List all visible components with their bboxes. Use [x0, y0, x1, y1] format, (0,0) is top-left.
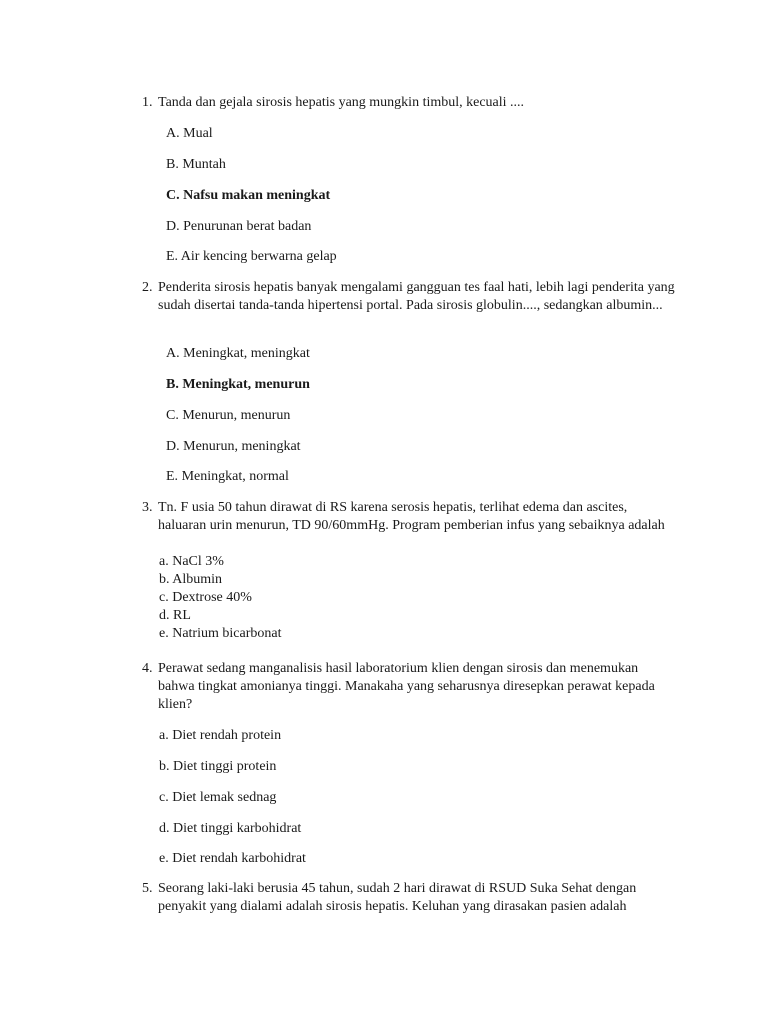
question-number: 4.	[142, 661, 153, 676]
question-3	[0, 499, 768, 535]
option-3e: e. Natrium bicarbonat	[159, 626, 282, 641]
question-2-stem	[0, 279, 678, 315]
option-4e: e. Diet rendah karbohidrat	[159, 851, 306, 866]
option-1c-answer: C. Nafsu makan meningkat	[166, 188, 331, 203]
question-5	[0, 880, 768, 916]
option-3b: b. Albumin	[159, 572, 223, 587]
option-4a: a. Diet rendah protein	[159, 728, 282, 743]
option-1a: A. Mual	[166, 126, 213, 141]
question-text: Perawat sedang manganalisis hasil laboratorium klien dengan sirosis dan menemukan bahwa tingkat amonianya tinggi. Manakaha yang seharusnya diresepkan perawat kepada klien?	[158, 661, 655, 712]
option-4b: b. Diet tinggi protein	[159, 759, 277, 774]
question-4	[0, 660, 768, 714]
question-text: Tn. F usia 50 tahun dirawat di RS karena serosis hepatis, terlihat edema dan ascites, haluaran urin menurun, TD 90/60mmHg. Program pemberian infus yang sebaiknya adalah	[158, 500, 665, 533]
question-1	[0, 94, 768, 112]
question-1-stem	[0, 94, 678, 112]
question-number: 2.	[142, 280, 153, 295]
option-2a: A. Meningkat, meningkat	[166, 346, 310, 361]
question-number: 3.	[142, 500, 153, 515]
question-5-stem	[0, 880, 678, 916]
option-3d: d. RL	[159, 608, 191, 623]
option-2c: C. Menurun, menurun	[166, 408, 291, 423]
option-3c: c. Dextrose 40%	[159, 590, 252, 605]
question-4-stem	[0, 660, 678, 714]
option-4c: c. Diet lemak sednag	[159, 790, 277, 805]
question-text: Tanda dan gejala sirosis hepatis yang mungkin timbul, kecuali ....	[158, 95, 525, 110]
option-1d: D. Penurunan berat badan	[166, 219, 312, 234]
option-2e: E. Meningkat, normal	[166, 469, 289, 484]
question-text: Seorang laki-laki berusia 45 tahun, sudah 2 hari dirawat di RSUD Suka Sehat dengan penyakit yang dialami adalah sirosis hepatis. Keluhan yang dirasakan pasien adalah	[158, 881, 637, 914]
option-3a: a. NaCl 3%	[159, 554, 224, 569]
question-3-stem	[0, 499, 678, 535]
question-2	[0, 279, 768, 315]
option-2b-answer: B. Meningkat, menurun	[166, 377, 310, 392]
question-text: Penderita sirosis hepatis banyak mengalami gangguan tes faal hati, lebih lagi penderita yang sudah disertai tanda-tanda hipertensi portal. Pada sirosis globulin...., sedangkan albumin...	[158, 280, 675, 313]
question-number: 5.	[142, 881, 153, 896]
option-2d: D. Menurun, meningkat	[166, 439, 301, 454]
option-4d: d. Diet tinggi karbohidrat	[159, 821, 302, 836]
option-1e: E. Air kencing berwarna gelap	[166, 249, 337, 264]
question-number: 1.	[142, 95, 153, 110]
option-1b: B. Muntah	[166, 157, 226, 172]
